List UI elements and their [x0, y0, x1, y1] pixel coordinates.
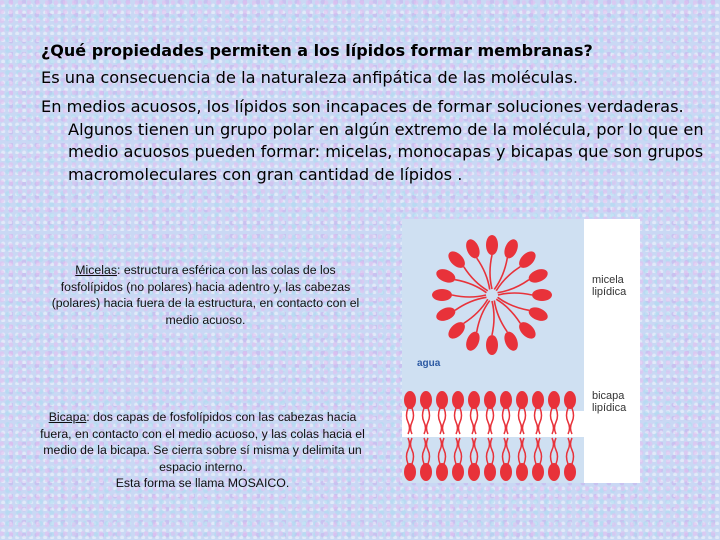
paragraph-amphipathic: Es una consecuencia de la naturaleza anfipática de las moléculas. — [41, 68, 579, 87]
bilayer-head-top — [564, 391, 576, 409]
bilayer-head-bottom — [468, 463, 480, 481]
bilayer-head-top — [484, 391, 496, 409]
micelle-head — [486, 235, 498, 255]
bilayer-head-top — [516, 391, 528, 409]
bilayer-head-top — [500, 391, 512, 409]
micelle-term: Micelas — [75, 263, 117, 277]
bilayer-label: bicapa lipídica — [592, 390, 627, 414]
bilayer-head-bottom — [500, 463, 512, 481]
bilayer-head-top — [468, 391, 480, 409]
micelle-head — [432, 289, 452, 301]
bilayer-head-bottom — [516, 463, 528, 481]
lipid-structures-figure — [402, 219, 640, 483]
bilayer-head-bottom — [532, 463, 544, 481]
micelle-head — [486, 335, 498, 355]
bilayer-caption — [40, 409, 365, 492]
bilayer-head-top — [452, 391, 464, 409]
bilayer-head-top — [404, 391, 416, 409]
paragraph-aqueous-media: En medios acuosos, los lípidos son incapaces de formar soluciones verdaderas. Algunos tienen un grupo polar en algún extremo de la molécula, por lo que en medio acuosos pueden formar: micelas, monocapas y bicapas que son grupos macromoleculares con gran cantidad de lípidos . — [41, 97, 704, 184]
bilayer-head-bottom — [436, 463, 448, 481]
micelle-label: micela lipídica — [592, 274, 627, 298]
bilayer-head-top — [436, 391, 448, 409]
water-label: agua — [417, 358, 441, 369]
lipid-diagram — [402, 219, 640, 483]
bilayer-head-bottom — [564, 463, 576, 481]
micelle-head — [532, 289, 552, 301]
bilayer-head-top — [548, 391, 560, 409]
bilayer-head-bottom — [404, 463, 416, 481]
bilayer-head-bottom — [420, 463, 432, 481]
bilayer-head-bottom — [548, 463, 560, 481]
bilayer-term: Bicapa — [48, 410, 87, 424]
bilayer-head-top — [532, 391, 544, 409]
bilayer-head-bottom — [484, 463, 496, 481]
slide-heading: ¿Qué propiedades permiten a los lípidos formar membranas? — [41, 41, 593, 60]
bilayer-description: : dos capas de fosfolípidos con las cabezas hacia fuera, en contacto con el medio acuoso, y las colas hacia el medio de la bicapa. Se cierra sobre sí misma y delimita un espacio interno. — [40, 410, 365, 474]
bilayer-head-top — [420, 391, 432, 409]
micelle-description: : estructura esférica con las colas de los fosfolípidos (no polares) hacia adentro y, las cabezas (polares) hacia fuera de la estructura, en contacto con el medio acuoso. — [51, 263, 360, 327]
micelle-caption — [43, 262, 368, 328]
bilayer-head-bottom — [452, 463, 464, 481]
mosaic-line: Esta forma se llama MOSAICO. — [115, 476, 290, 490]
